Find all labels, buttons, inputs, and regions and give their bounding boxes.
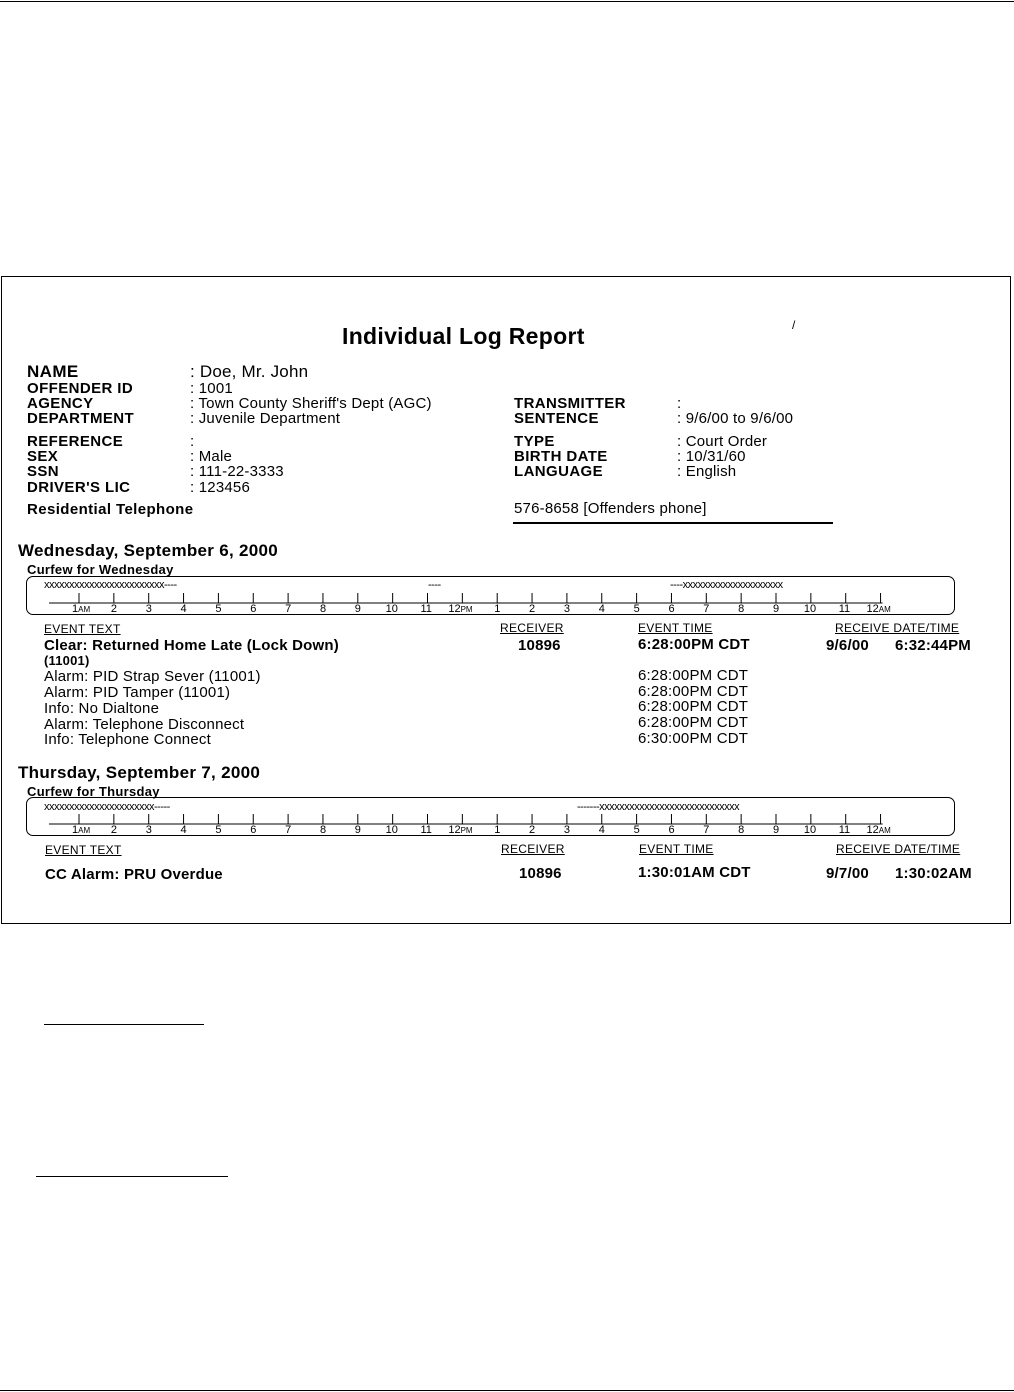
value-language: : English <box>677 463 737 480</box>
curfew-mark-thu-1: xxxxxxxxxxxxxxxxxxxxxx----- <box>44 801 170 813</box>
event-text: Info: Telephone Connect <box>44 731 211 748</box>
event-text: Info: No Dialtone <box>44 700 160 717</box>
event-time: 6:28:00PM CDT <box>638 636 750 653</box>
label-sex: SEX <box>27 448 59 465</box>
timeline-hour-label: 4 <box>180 603 187 615</box>
value-offender-id: : 1001 <box>190 380 233 397</box>
curfew-mark-wed-3: ----xxxxxxxxxxxxxxxxxxxx <box>670 579 783 591</box>
header-event-time: EVENT TIME <box>638 621 713 635</box>
event-text: Alarm: Telephone Disconnect <box>44 716 245 733</box>
timeline-hour-label: 1AM <box>72 603 91 615</box>
timeline-hour-label: 12AM <box>866 824 891 836</box>
timeline-hour-label: 7 <box>285 603 292 615</box>
timeline-hour-label: 10 <box>803 603 817 615</box>
label-birth-date: BIRTH DATE <box>514 448 608 465</box>
timeline-hour-label: 5 <box>215 824 222 836</box>
day-heading-wednesday: Wednesday, September 6, 2000 <box>18 541 279 560</box>
value-reference: : <box>190 433 195 450</box>
timeline-hour-label: 4 <box>180 824 187 836</box>
header-receive-datetime: RECEIVE DATE/TIME <box>836 842 961 856</box>
curfew-mark-thu-2: -------xxxxxxxxxxxxxxxxxxxxxxxxxxxx <box>577 801 740 813</box>
timeline-hour-label: 5 <box>633 603 640 615</box>
timeline-hour-label: 9 <box>773 824 780 836</box>
curfew-mark-wed-2: ---- <box>428 579 441 591</box>
timeline-hour-label: 9 <box>773 603 780 615</box>
timeline-hour-label: 12PM <box>448 824 473 836</box>
event-time: 6:28:00PM CDT <box>638 714 749 731</box>
value-agency: : Town County Sheriff's Dept (AGC) <box>190 395 432 412</box>
timeline-hour-label: 11 <box>838 824 851 836</box>
value-residential-telephone: 576-8658 [Offenders phone] <box>514 500 707 517</box>
event-receive-date: 9/7/00 <box>826 865 869 882</box>
section-divider <box>513 522 833 524</box>
event-time: 1:30:01AM CDT <box>638 864 751 881</box>
timeline-hour-label: 11 <box>838 603 851 615</box>
value-sex: : Male <box>190 448 233 465</box>
timeline-hour-label: 7 <box>703 824 710 836</box>
day-heading-thursday: Thursday, September 7, 2000 <box>18 763 261 782</box>
timeline-hour-label: 1AM <box>72 824 91 836</box>
timeline-hour-label: 4 <box>598 603 605 615</box>
timeline-hour-label: 9 <box>354 824 361 836</box>
timeline-hour-label: 5 <box>215 603 222 615</box>
event-time: 6:28:00PM CDT <box>638 698 749 715</box>
label-sentence: SENTENCE <box>514 410 599 427</box>
timeline-hour-label: 3 <box>145 824 152 836</box>
timeline-hour-label: 12PM <box>448 603 473 615</box>
label-offender-id: OFFENDER ID <box>27 380 134 397</box>
timeline-hour-label: 11 <box>420 824 432 836</box>
page-bottom-rule <box>0 1390 1014 1391</box>
label-name: NAME <box>27 362 79 381</box>
label-ssn: SSN <box>27 463 60 480</box>
timeline-hour-label: 3 <box>145 603 152 615</box>
value-department: : Juvenile Department <box>190 410 341 427</box>
timeline-hour-label: 11 <box>420 603 432 615</box>
label-reference: REFERENCE <box>27 433 124 450</box>
event-time: 6:28:00PM CDT <box>638 683 749 700</box>
event-text: Alarm: PID Strap Sever (11001) <box>44 668 261 685</box>
timeline-hour-label: 10 <box>385 603 398 615</box>
event-receive-date: 9/6/00 <box>826 637 869 654</box>
event-text: Alarm: PID Tamper (11001) <box>44 684 231 701</box>
event-time: 6:30:00PM CDT <box>638 730 749 747</box>
event-time: 6:28:00PM CDT <box>638 667 749 684</box>
label-department: DEPARTMENT <box>27 410 135 427</box>
timeline-hour-label: 6 <box>250 824 257 836</box>
report-title: Individual Log Report <box>342 323 585 349</box>
timeline-hour-label: 2 <box>110 824 117 836</box>
header-event-time: EVENT TIME <box>639 842 714 856</box>
label-residential-telephone: Residential Telephone <box>27 501 194 518</box>
label-language: LANGUAGE <box>514 463 604 480</box>
event-text: CC Alarm: PRU Overdue <box>45 866 223 883</box>
blank-underline-1 <box>44 1024 204 1025</box>
page-top-rule <box>0 1 1014 2</box>
stray-mark: / <box>792 318 796 332</box>
timeline-hour-label: 12AM <box>866 603 891 615</box>
timeline-hour-label: 2 <box>110 603 117 615</box>
timeline-hour-label: 3 <box>563 824 571 836</box>
timeline-hour-label: 3 <box>563 603 571 615</box>
timeline-hour-label: 6 <box>250 603 257 615</box>
label-type: TYPE <box>514 433 555 450</box>
curfew-title-thursday: Curfew for Thursday <box>27 784 160 799</box>
timeline-hour-label: 10 <box>803 824 817 836</box>
timeline-hour-label: 8 <box>319 603 327 615</box>
timeline-hour-label: 2 <box>529 603 536 615</box>
timeline-hour-label: 8 <box>738 603 745 615</box>
curfew-mark-wed-1: xxxxxxxxxxxxxxxxxxxxxxxx---- <box>44 579 177 591</box>
value-sentence: : 9/6/00 to 9/6/00 <box>677 410 794 427</box>
event-receiver: 10896 <box>519 865 562 882</box>
timeline-hour-label: 6 <box>668 824 675 836</box>
timeline-hour-label: 6 <box>668 603 675 615</box>
header-event-text: EVENT TEXT <box>44 622 121 636</box>
timeline-hour-label: 7 <box>285 824 292 836</box>
header-receiver: RECEIVER <box>500 621 564 635</box>
value-ssn: : 111-22-3333 <box>190 463 284 480</box>
timeline-hour-label: 2 <box>529 824 536 836</box>
timeline-hour-label: 10 <box>385 824 398 836</box>
timeline-hour-label: 5 <box>633 824 640 836</box>
label-transmitter: TRANSMITTER <box>514 395 626 412</box>
timeline-hour-label: 8 <box>738 824 745 836</box>
header-receiver: RECEIVER <box>501 842 565 856</box>
timeline-hour-label: 7 <box>703 603 710 615</box>
label-drivers-lic: DRIVER'S LIC <box>27 479 131 496</box>
timeline-hour-label: 9 <box>354 603 361 615</box>
timeline-hour-label: 1 <box>494 824 501 836</box>
label-agency: AGENCY <box>27 395 94 412</box>
value-name: : Doe, Mr. John <box>190 362 309 381</box>
event-receiver: 10896 <box>518 637 561 654</box>
timeline-hour-label: 1 <box>494 603 501 615</box>
header-event-text: EVENT TEXT <box>45 843 122 857</box>
value-birth-date: : 10/31/60 <box>677 448 746 465</box>
event-text: Clear: Returned Home Late (Lock Down) <box>44 637 339 654</box>
blank-underline-2 <box>36 1176 228 1177</box>
timeline-hour-label: 8 <box>319 824 327 836</box>
timeline-hour-label: 4 <box>598 824 605 836</box>
event-receive-time: 6:32:44PM <box>895 637 972 654</box>
value-type: : Court Order <box>677 433 768 450</box>
value-drivers-lic: : 123456 <box>190 479 250 496</box>
curfew-title-wednesday: Curfew for Wednesday <box>27 562 174 577</box>
event-receive-time: 1:30:02AM <box>895 865 972 882</box>
value-transmitter: : <box>677 395 682 412</box>
header-receive-datetime: RECEIVE DATE/TIME <box>835 621 960 635</box>
event-text-continued: (11001) <box>44 653 90 668</box>
